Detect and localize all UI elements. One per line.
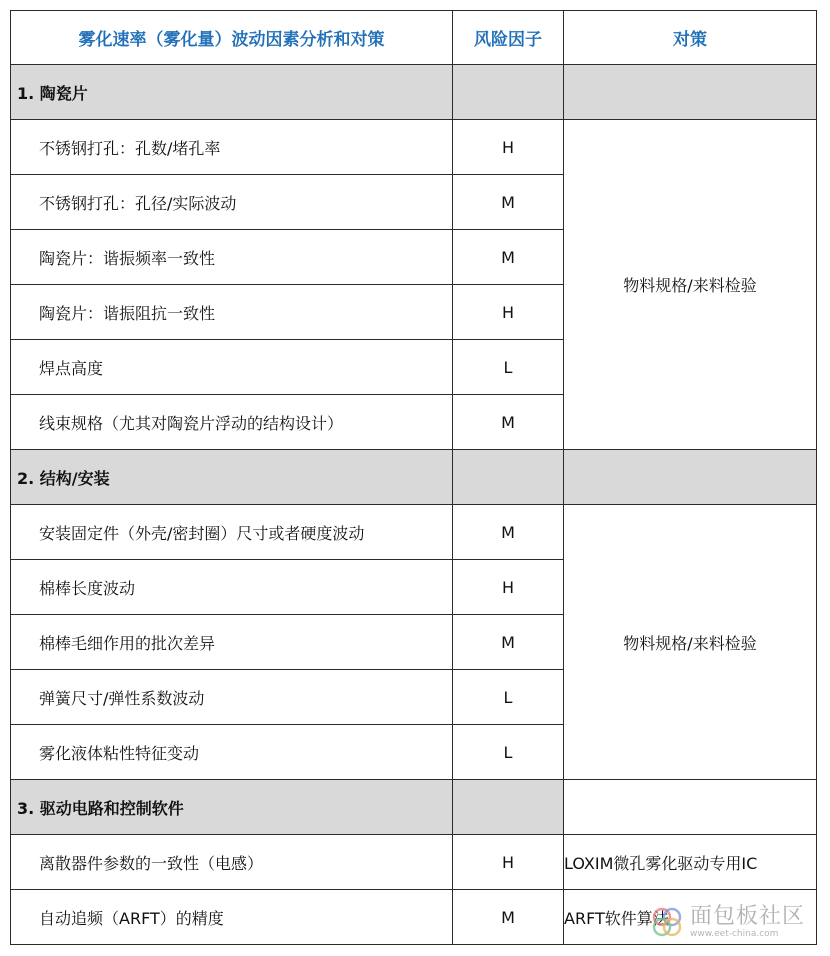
risk-cell: M [453,615,564,670]
header-measure: 对策 [564,11,817,65]
header-risk: 风险因子 [453,11,564,65]
factor-cell: 不锈钢打孔：孔径/实际波动 [11,175,453,230]
factor-cell: 弹簧尺寸/弹性系数波动 [11,670,453,725]
section-blank [564,65,817,120]
risk-cell: H [453,835,564,890]
section-row [11,780,817,835]
section-row [11,65,817,120]
measure-cell: ARFT软件算法 [564,890,817,945]
risk-cell: L [453,340,564,395]
factor-cell: 离散器件参数的一致性（电感） [11,835,453,890]
factor-cell: 陶瓷片：谐振阻抗一致性 [11,285,453,340]
factor-cell: 棉棒长度波动 [11,560,453,615]
factor-cell: 陶瓷片：谐振频率一致性 [11,230,453,285]
section-title: 2. 结构/安装 [11,450,453,505]
header-factor: 雾化速率（雾化量）波动因素分析和对策 [11,11,453,65]
factor-cell: 线束规格（尤其对陶瓷片浮动的结构设计） [11,395,453,450]
factor-cell: 安装固定件（外壳/密封圈）尺寸或者硬度波动 [11,505,453,560]
section-title: 3. 驱动电路和控制软件 [11,780,453,835]
risk-cell: M [453,505,564,560]
risk-cell: M [453,890,564,945]
table-row [11,835,817,890]
measure-cell: LOXIM微孔雾化驱动专用IC [564,835,817,890]
watermark-logo-icon [650,905,684,939]
table-row [11,120,817,175]
section-blank [564,450,817,505]
analysis-table [10,10,817,945]
watermark-text [690,903,806,939]
section-blank [453,65,564,120]
section-blank [453,780,564,835]
factor-cell: 自动追频（ARFT）的精度 [11,890,453,945]
section-blank [453,450,564,505]
table-header-row [11,11,817,65]
table-row [11,505,817,560]
risk-cell: M [453,395,564,450]
factor-cell: 不锈钢打孔：孔数/堵孔率 [11,120,453,175]
risk-cell: L [453,725,564,780]
watermark [650,897,820,947]
risk-cell: H [453,560,564,615]
measure-cell: 物料规格/来料检验 [564,120,817,450]
section-blank [564,780,817,835]
risk-cell: M [453,230,564,285]
factor-cell: 棉棒毛细作用的批次差异 [11,615,453,670]
section-title: 1. 陶瓷片 [11,65,453,120]
section-row [11,450,817,505]
risk-cell: H [453,120,564,175]
risk-cell: L [453,670,564,725]
measure-cell: 物料规格/来料检验 [564,505,817,780]
factor-cell: 焊点高度 [11,340,453,395]
watermark-main: 面包板社区 [690,903,806,929]
watermark-sub: www.eet-china.com [690,928,779,939]
risk-cell: H [453,285,564,340]
risk-cell: M [453,175,564,230]
factor-cell: 雾化液体粘性特征变动 [11,725,453,780]
